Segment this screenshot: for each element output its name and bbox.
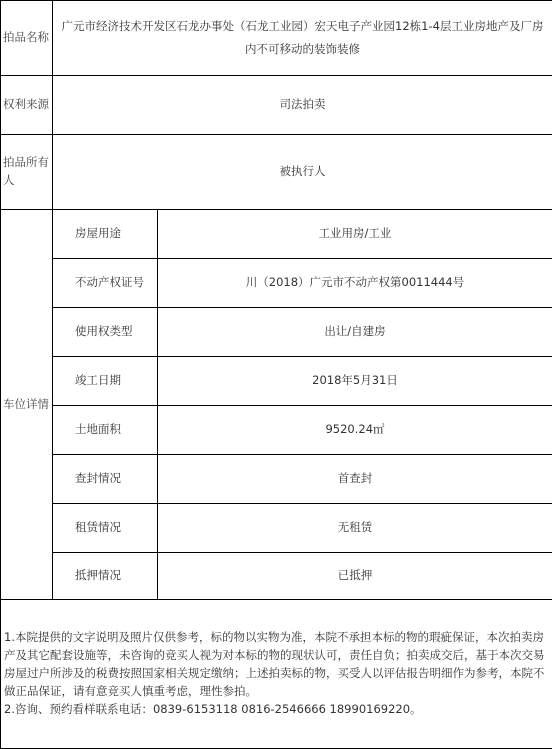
detail-value-right-type: 出让/自建房 (158, 308, 552, 357)
row-rights-source (1, 76, 552, 135)
item-name-label: 拍品名称 (1, 1, 53, 76)
row-owner (1, 135, 552, 210)
detail-row-completion-date (1, 357, 552, 406)
detail-label-certificate: 不动产权证号 (53, 259, 158, 308)
detail-value-seizure: 首查封 (158, 455, 552, 504)
owner-value: 被执行人 (53, 135, 552, 210)
note-disclaimer: 1.本院提供的文字说明及照片仅供参考，标的物以实物为准，本院不承担本标的物的瑕疵保证，本次拍卖房产及其它配套设施等，未咨询的竞买人视为对本标的物的现状认可，责任自负；拍卖成交后，基于本次交易房屋过户所涉及的税费按照国家相关规定缴纳；上述拍卖标的物，买受人以评估报告明细作为参考，本院不做正品保证，请有意竞买人慎重考虑，理性参拍。 (4, 629, 549, 700)
detail-value-usage: 工业用房/工业 (158, 210, 552, 259)
detail-row-seizure (1, 455, 552, 504)
detail-value-land-area: 9520.24㎡ (158, 406, 552, 455)
detail-value-certificate: 川（2018）广元市不动产权第0011444号 (158, 259, 552, 308)
detail-label-completion-date: 竣工日期 (53, 357, 158, 406)
detail-label-seizure: 查封情况 (53, 455, 158, 504)
detail-label-land-area: 土地面积 (53, 406, 158, 455)
row-item-name (1, 1, 552, 76)
detail-label-lease: 租赁情况 (53, 504, 158, 553)
note-contact: 2.咨询、预约看样联系电话：0839-6153118 0816-2546666 18990169220。 (4, 701, 549, 719)
detail-row-mortgage (1, 553, 552, 600)
rights-source-value: 司法拍卖 (53, 76, 552, 135)
row-notes (1, 600, 552, 749)
owner-label: 拍品所有人 (1, 135, 53, 210)
detail-label-usage: 房屋用途 (53, 210, 158, 259)
details-group-label: 车位详情 (1, 210, 53, 600)
detail-label-right-type: 使用权类型 (53, 308, 158, 357)
detail-value-mortgage: 已抵押 (158, 553, 552, 600)
detail-label-mortgage: 抵押情况 (53, 553, 158, 600)
detail-row-lease (1, 504, 552, 553)
detail-value-lease: 无租赁 (158, 504, 552, 553)
detail-row-usage (1, 210, 552, 259)
notes-cell (1, 600, 552, 749)
detail-value-completion-date: 2018年5月31日 (158, 357, 552, 406)
rights-source-label: 权利来源 (1, 76, 53, 135)
detail-row-right-type (1, 308, 552, 357)
item-name-value: 广元市经济技术开发区石龙办事处（石龙工业园）宏天电子产业园12栋1-4层工业房地产及厂房内不可移动的装饰装修 (53, 1, 552, 76)
detail-row-land-area (1, 406, 552, 455)
detail-row-certificate (1, 259, 552, 308)
